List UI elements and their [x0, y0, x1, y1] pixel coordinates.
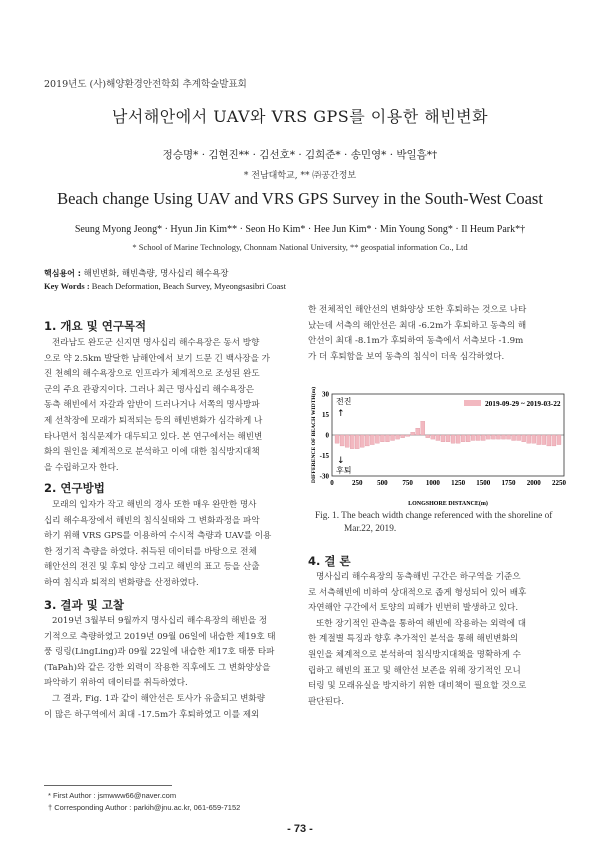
footnote-first-author: * First Author : jsmwww66@naver.com [48, 791, 177, 800]
legend-label: 2019-09-29 ~ 2019-03-22 [485, 399, 561, 408]
beach-width-chart [308, 380, 566, 508]
chart-bar [476, 435, 480, 440]
chart-bar [360, 435, 364, 447]
chart-bar [441, 435, 445, 442]
chart-bar [542, 435, 546, 445]
section-2-title: 2. 연구방법 [44, 481, 105, 495]
chart-bar [426, 435, 430, 438]
keywords-korean-label: 핵심용어 : [44, 269, 81, 278]
chart-bar [471, 435, 475, 440]
text-line: 하기 위해 VRS GPS를 이용하여 수시적 측량과 UAV를 이용 [44, 531, 272, 542]
chart-bar [345, 435, 349, 447]
text-line: 자연해안 구간에서 토양의 피해가 빈번히 발생하고 있다. [308, 603, 519, 614]
chart-bar [461, 435, 465, 442]
y-tick-label: -15 [319, 452, 329, 460]
chart-bar [406, 435, 410, 436]
authors-english: Seung Myong Jeong* · Hyun Jin Kim** · Seon Ho Kim* · Hee Jun Kim* · Min Young Song* · Il Heum Park*† [74, 224, 526, 235]
text-line: 판단된다. [308, 696, 344, 707]
chart-bar [436, 435, 440, 440]
chart-bar [365, 435, 369, 446]
text-line: 그 결과, Fig. 1과 같이 해안선은 토사가 유출되고 변화량 [52, 693, 266, 704]
annotation-retreat: 후퇴 [336, 466, 352, 475]
x-tick-label: 1250 [451, 479, 466, 487]
keywords-korean [44, 267, 229, 279]
text-line: 명사십리 해수욕장의 동측해빈 구간은 하구역을 기준으 [316, 572, 521, 582]
section-3-body-right [308, 303, 558, 365]
text-line: 해안선의 전진 및 후퇴 양상 그리고 해빈의 표고 등을 산출 [44, 562, 260, 573]
figure-caption-line-2: Mar.22, 2019. [344, 524, 397, 534]
y-tick-label: -30 [319, 472, 329, 481]
x-tick-label: 500 [377, 479, 388, 487]
text-line: 안선이 최대 -8.1m가 후퇴하여 동측에서 서측보다 -1.9m [308, 336, 524, 347]
affiliation-korean: * 전남대학교, ** ㈜공간정보 [243, 171, 357, 181]
chart-bar [446, 435, 450, 442]
text-line: 모래의 입자가 작고 해빈의 경사 또한 매우 완만한 명사 [52, 500, 257, 510]
text-line: 진 천혜의 해수욕장으로 인프라가 체계적으로 조성된 완도 [44, 369, 260, 380]
x-tick-label: 2000 [526, 479, 541, 487]
chart-bar [401, 435, 405, 438]
chart-bar [370, 435, 374, 445]
section-4-body [308, 570, 558, 710]
text-line: 났는데 서측의 해안선은 최대 -6.2m가 후퇴하고 동측의 해 [308, 320, 527, 331]
y-tick-label: 0 [325, 431, 329, 440]
chart-bar [512, 435, 516, 440]
text-line: 십리 해수욕장에서 해빈의 침식실태와 그 변화과정을 파악 [44, 515, 260, 526]
text-line: 또한 장기적인 관측을 통하여 해빈에 작용하는 외력에 대 [316, 618, 527, 629]
text-line: 기적으로 측량하였고 2019년 09월 06일에 내습한 제19호 태 [44, 631, 276, 642]
chart-y-axis-label: DIFFERENCE OF BEACH WIDTH(m) [311, 386, 317, 484]
section-1-title: 1. 개요 및 연구목적 [44, 319, 147, 333]
chart-bar [481, 435, 485, 440]
text-line: 한 계절별 특징과 향후 추가적인 분석을 통해 해빈변화의 [308, 634, 519, 645]
chart-bar [380, 435, 384, 442]
text-line: 원인을 체계적으로 분석하여 침식방지대책을 명확하게 수 [308, 649, 521, 660]
text-line: 으로 약 2.5km 발달한 남해안에서 보기 드문 긴 백사장을 가 [44, 353, 270, 364]
x-tick-label: 1000 [425, 479, 440, 487]
text-line: 파악하기 위하여 데이터를 취득하였다. [44, 678, 188, 689]
y-tick-label: 15 [322, 411, 329, 419]
text-line: 타나면서 침식문제가 대두되고 있다. 본 연구에서는 해빈변 [44, 431, 263, 442]
text-line: 이 많은 하구역에서 최대 -17.5m가 후퇴하였고 이를 제외 [44, 709, 260, 720]
text-line: 터링 및 모래유실을 방지하기 위한 대비책이 필요할 것으로 [308, 681, 527, 692]
affiliation-english: * School of Marine Technology, Chonnam National University, ** geospatial information Co., Ltd [132, 242, 468, 252]
paper-title-korean: 남서해안에서 UAV와 VRS GPS를 이용한 해빈변화 [111, 107, 489, 126]
keywords-korean-text: 해빈변화, 해빈측량, 명사십리 해수욕장 [80, 269, 229, 279]
section-4-title: 4. 결 론 [308, 554, 351, 568]
section-3-title: 3. 결과 및 고찰 [44, 598, 124, 612]
chart-bar [532, 435, 536, 443]
paper-title-english: Beach change Using UAV and VRS GPS Survey in the South-West Coast [57, 189, 543, 208]
chart-bar [431, 435, 435, 439]
figure-caption-line-1: Fig. 1. The beach width change referenced with the shoreline of [315, 511, 553, 521]
chart-bar [340, 435, 344, 446]
chart-bar [355, 435, 359, 449]
text-line: 가 더 후퇴함을 보여 동측의 침식이 더욱 심각하였다. [308, 351, 505, 362]
chart-bar [466, 435, 470, 442]
conference-header: 2019년도 (사)해양환경안전학회 추계학술발표회 [44, 79, 247, 90]
footnote-rule [44, 785, 172, 786]
text-line: 로 서측해빈에 비하여 상대적으로 좁게 형성되어 있어 배후 [308, 587, 527, 598]
chart-bar [350, 435, 354, 449]
figure-caption [315, 510, 565, 536]
chart-x-axis-label: LONGSHORE DISTANCE(m) [408, 501, 488, 507]
page-number: - 73 - [287, 823, 313, 835]
chart-bar [527, 435, 531, 443]
keywords-english [44, 281, 286, 291]
chart-bar [375, 435, 379, 443]
text-line: 화의 원인을 체계적으로 분석하고 이에 대한 침식방지대책 [44, 447, 260, 458]
chart-bar [491, 435, 495, 439]
chart-bar [385, 435, 389, 442]
keywords-english-label: Key Words : [44, 281, 90, 291]
chart-bar [522, 435, 526, 442]
section-3-body-left [44, 614, 296, 723]
chart-bar [411, 432, 415, 435]
text-line: (TaPah)와 같은 강한 외력이 작용한 직후에도 그 변화양상을 [44, 662, 271, 673]
keywords-english-text: Beach Deformation, Beach Survey, Myeongsasibri Coast [89, 281, 286, 291]
chart-bar [557, 435, 561, 445]
authors-korean: 정승명* · 김현진** · 김선호* · 김희준* · 송민영* · 박일흠*† [162, 149, 438, 161]
chart-bar [507, 435, 511, 439]
text-line: 군의 주요 관광지이다. 그러나 최근 명사십리 해수욕장은 [44, 384, 255, 395]
text-line: 전라남도 완도군 신지면 명사십리 해수욕장은 동서 방향 [52, 338, 260, 348]
chart-bar [501, 435, 505, 439]
chart-bar [451, 435, 455, 443]
text-line: 하여 침식과 퇴적의 변화량을 산정하였다. [44, 577, 199, 588]
footnote-corresponding-author: † Corresponding Author : parkih@jnu.ac.kr, 061-659-7152 [48, 803, 241, 812]
x-tick-label: 2250 [551, 479, 566, 487]
chart-bar [335, 435, 339, 443]
chart-bar [552, 435, 556, 446]
chart-bar [421, 421, 425, 435]
arrow-down-icon: ↓ [337, 456, 345, 466]
arrow-up-icon: ↑ [337, 409, 345, 419]
text-line: 한 전체적인 해안선의 변화양상 또한 후퇴하는 것으로 나타 [308, 305, 527, 315]
x-tick-label: 250 [351, 479, 363, 487]
text-line: 제 선착장에 모래가 퇴적되는 등의 해빈변화가 심각하게 나 [44, 415, 263, 426]
y-tick-label: 30 [322, 390, 329, 399]
x-tick-label: 1500 [476, 479, 491, 487]
chart-bar [547, 435, 551, 446]
chart-bar [486, 435, 490, 439]
chart-bar [517, 435, 521, 440]
text-line: 립하고 해빈의 표고 및 해안선 보존을 위해 장기적인 모니 [308, 665, 521, 676]
text-line: 풍 링링(LingLing)과 09월 22일에 내습한 제17호 태풍 타파 [44, 647, 275, 658]
legend-swatch [464, 400, 481, 406]
x-tick-label: 0 [330, 479, 334, 487]
x-tick-label: 750 [402, 479, 413, 487]
x-tick-label: 1750 [501, 479, 516, 487]
section-2-body [44, 498, 296, 592]
text-line: 한 정기적 측량을 하였다. 취득된 데이터를 바탕으로 전체 [44, 546, 257, 557]
chart-bar [391, 435, 395, 440]
chart-bar [456, 435, 460, 443]
chart-bar [416, 428, 420, 435]
section-1-body [44, 336, 296, 476]
chart-bar [496, 435, 500, 439]
chart-bar [396, 435, 400, 439]
chart-bar [537, 435, 541, 445]
text-line: 을 수립하고자 한다. [44, 462, 119, 473]
text-line: 동측 해빈에서 자갈과 암반이 드러나거나 서쪽의 명사방파 [44, 400, 260, 411]
annotation-advance: 전진 [336, 397, 352, 406]
text-line: 2019년 3월부터 9월까지 명사십리 해수욕장의 해빈을 정 [52, 616, 268, 626]
